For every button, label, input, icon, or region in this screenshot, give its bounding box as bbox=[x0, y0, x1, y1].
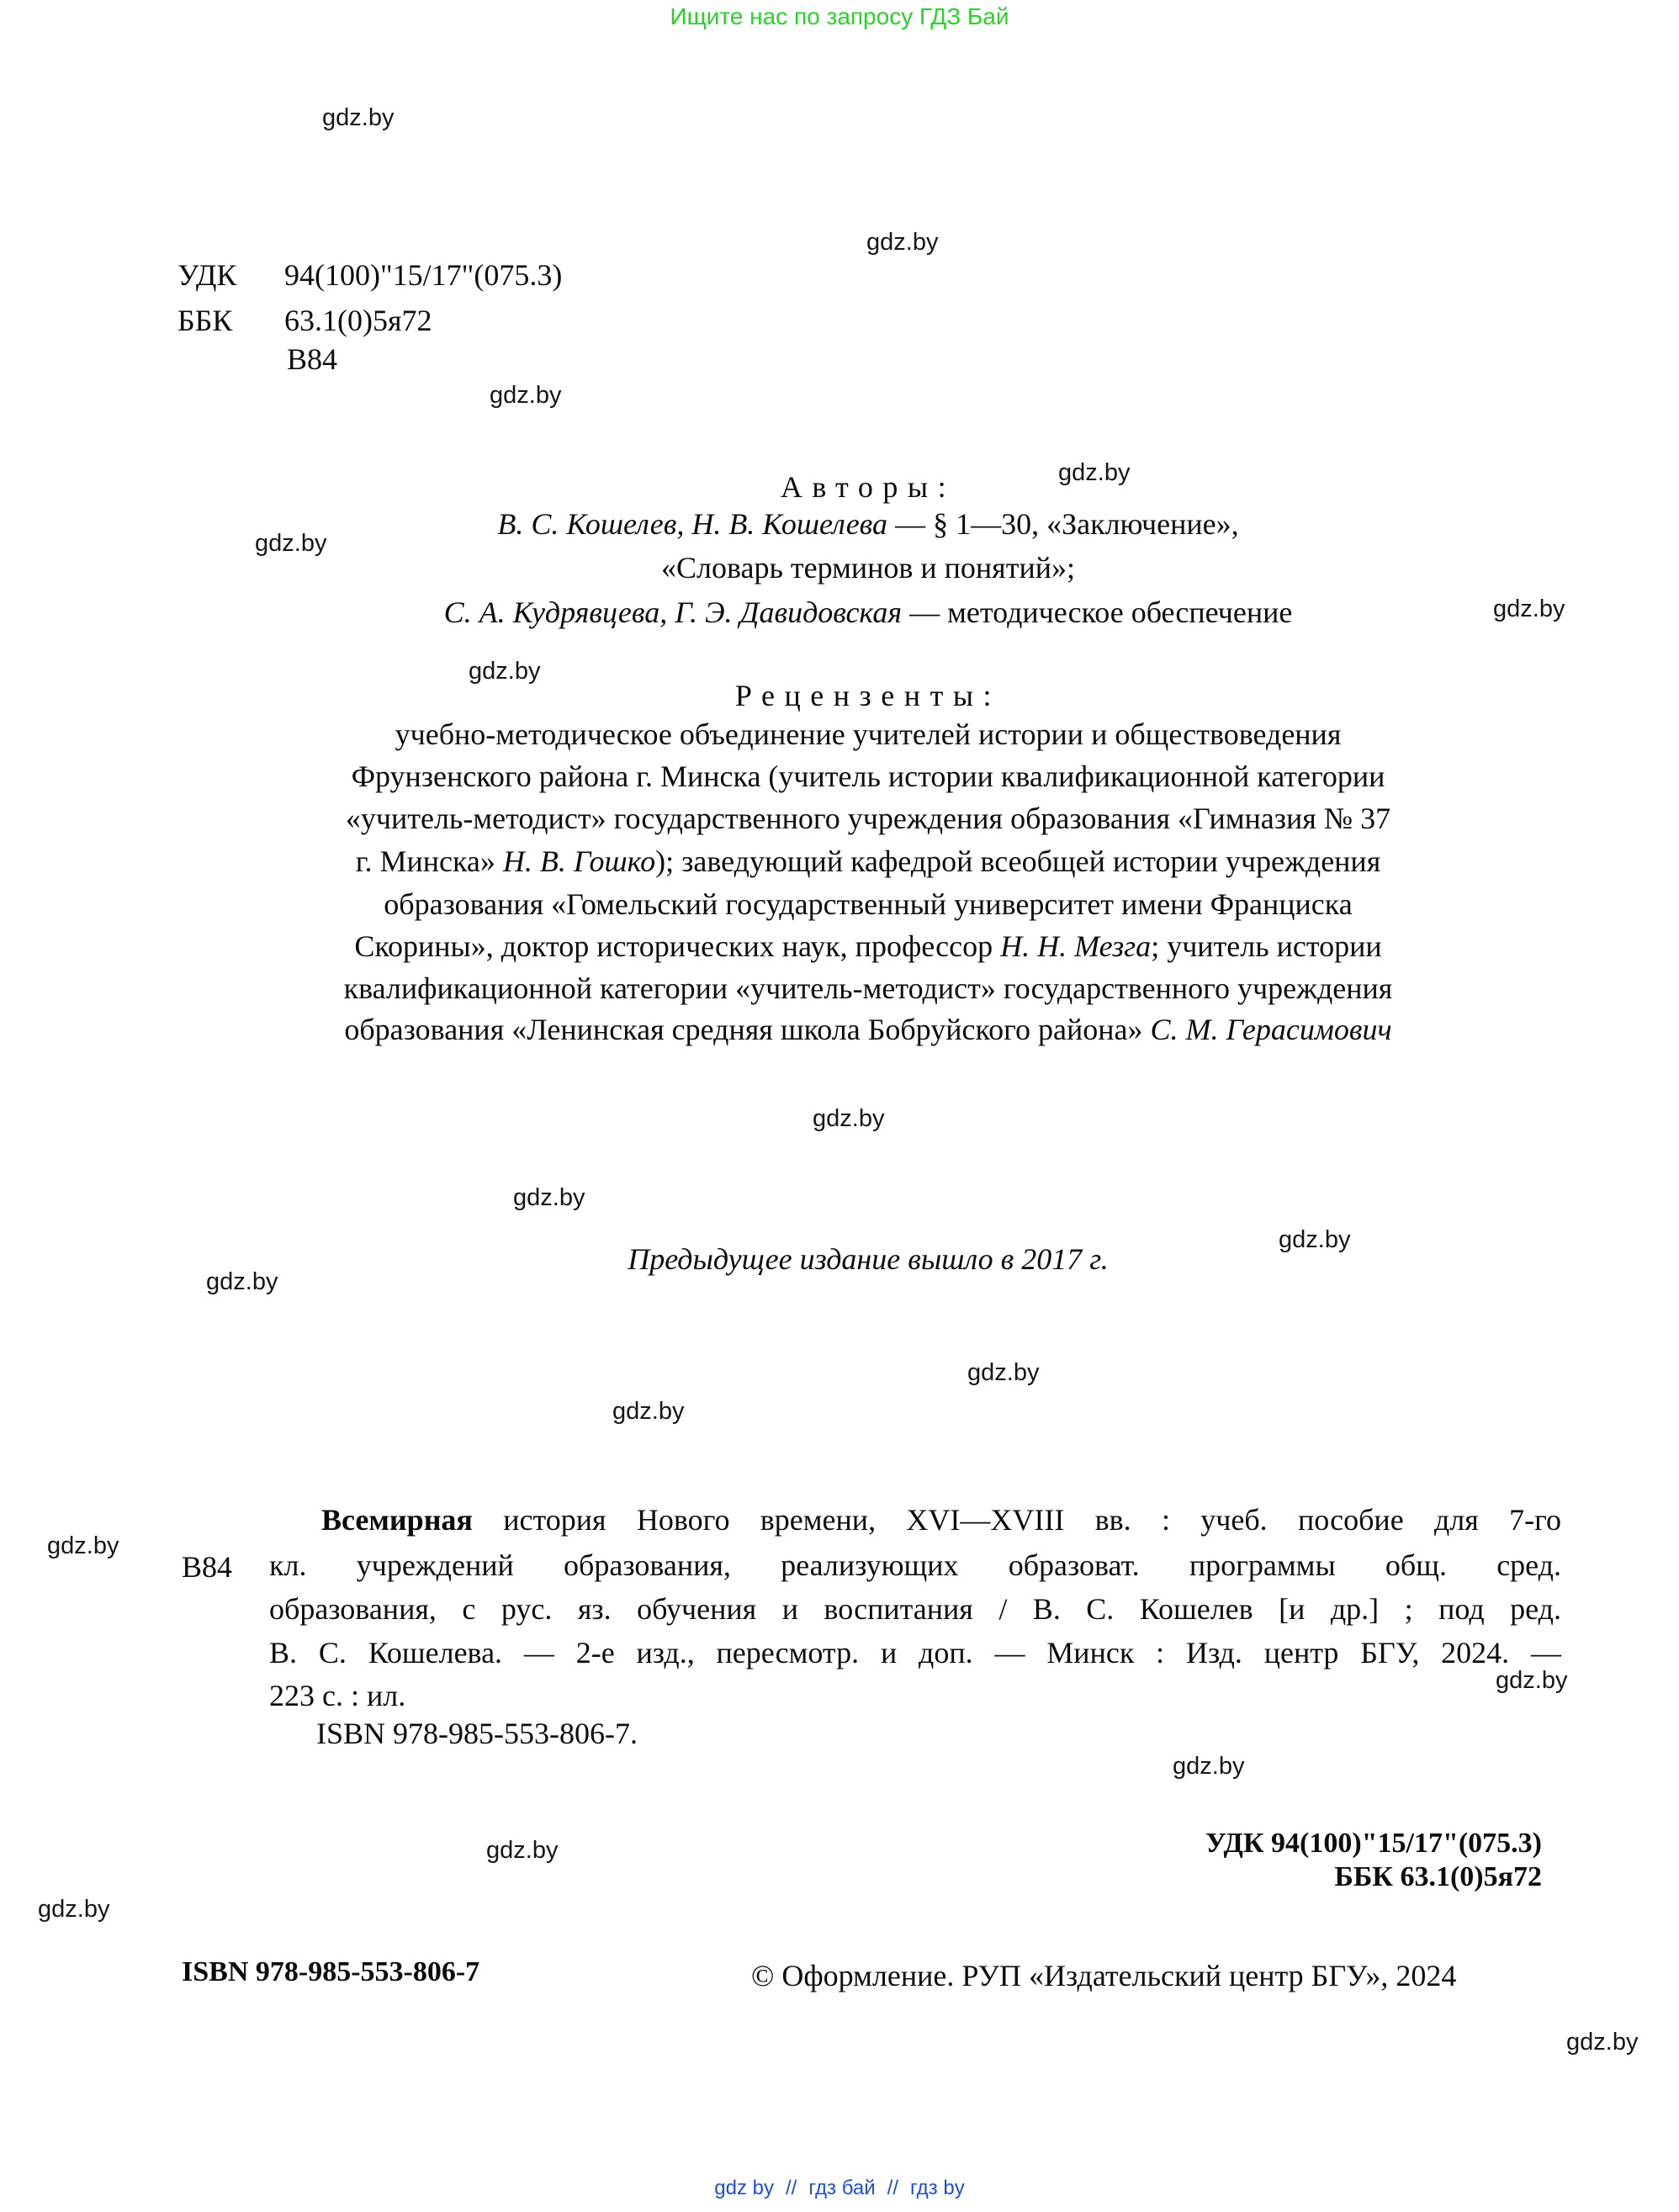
bbk-value: 63.1(0)5я72 bbox=[284, 304, 432, 337]
reviewers-line-pre: Скорины», доктор исторических наук, профессор bbox=[354, 929, 1001, 963]
reviewers-line bbox=[59, 1012, 1677, 1048]
bbk-bottom: ББК 63.1(0)5я72 bbox=[1334, 1861, 1542, 1892]
reviewer-name: Н. В. Гошко bbox=[502, 844, 656, 878]
reviewers-line bbox=[59, 844, 1677, 880]
biblio-line-rest: история Нового времени, XVI—XVIII вв. : учеб. пособие для 7-го bbox=[472, 1503, 1561, 1537]
gdz-watermark: gdz.by bbox=[469, 658, 541, 685]
reviewers-line-rest: ; учитель истории bbox=[1151, 929, 1382, 963]
reviewers-line-pre: г. Минска» bbox=[355, 844, 503, 878]
footer-link-gdz-by-2[interactable]: гдз by bbox=[910, 2177, 965, 2199]
classification-bottom bbox=[1205, 1827, 1542, 1894]
udk-row bbox=[177, 252, 562, 298]
book-code-biblio: В84 bbox=[182, 1550, 233, 1584]
gdz-watermark: gdz.by bbox=[322, 104, 395, 131]
book-code-top: В84 bbox=[287, 342, 338, 376]
reviewers-line-pre: образования «Ленинская средняя школа Бобруйского района» bbox=[344, 1013, 1151, 1046]
footer-link-gdz-bai[interactable]: гдз бай bbox=[808, 2177, 876, 2199]
bbk-row bbox=[177, 298, 562, 343]
gdz-watermark: gdz.by bbox=[47, 1532, 119, 1559]
authors-heading: Авторы: bbox=[780, 470, 956, 504]
footer-links bbox=[0, 2177, 1679, 2200]
reviewers-line: Фрунзенского района г. Минска (учитель истории квалификационной категории bbox=[351, 759, 1385, 793]
reviewer-name: С. М. Герасимович bbox=[1150, 1013, 1392, 1046]
udk-label: УДК bbox=[177, 258, 237, 292]
biblio-line: 223 с. : ил. bbox=[269, 1679, 406, 1712]
reviewers-heading: Рецензенты: bbox=[734, 679, 1002, 712]
link-separator: // bbox=[786, 2177, 797, 2199]
gdz-watermark: gdz.by bbox=[206, 1268, 278, 1295]
copyright-line: © Оформление. РУП «Издательский центр БГУ», 2024 bbox=[751, 1959, 1457, 1992]
gdz-watermark: gdz.by bbox=[1279, 1226, 1351, 1253]
gdz-watermark: gdz.by bbox=[1493, 595, 1565, 622]
author-names: В. С. Кошелев, Н. В. Кошелева bbox=[497, 507, 888, 541]
previous-edition-note: Предыдущее издание вышло в 2017 г. bbox=[628, 1242, 1109, 1276]
gdz-watermark: gdz.by bbox=[1566, 2029, 1639, 2056]
authors-line bbox=[59, 506, 1677, 542]
gdz-watermark: gdz.by bbox=[967, 1359, 1040, 1386]
gdz-watermark: gdz.by bbox=[813, 1105, 885, 1132]
biblio-isbn: ISBN 978-985-553-806-7. bbox=[316, 1717, 638, 1750]
gdz-watermark: gdz.by bbox=[486, 1837, 559, 1864]
link-separator: // bbox=[887, 2177, 898, 2199]
gdz-watermark: gdz.by bbox=[1173, 1753, 1245, 1780]
biblio-title-bold: Всемирная bbox=[321, 1503, 473, 1537]
gdz-watermark: gdz.by bbox=[1496, 1667, 1568, 1694]
gdz-watermark: gdz.by bbox=[1058, 459, 1131, 486]
reviewers-line: «учитель-методист» государственного учреждения образования «Гимназия № 37 bbox=[345, 802, 1391, 835]
promo-banner: Ищите нас по запросу ГДЗ Бай bbox=[670, 3, 1009, 29]
biblio-line: образования, с рус. яз. обучения и воспитания / В. С. Кошелев [и др.] ; под ред. bbox=[269, 1592, 1561, 1626]
authors-line: «Словарь терминов и понятий»; bbox=[661, 551, 1075, 585]
reviewer-name: Н. Н. Мезга bbox=[1000, 929, 1152, 963]
gdz-watermark: gdz.by bbox=[612, 1398, 685, 1425]
reviewers-line: учебно-методическое объединение учителей истории и обществоведения bbox=[395, 717, 1342, 751]
footer-isbn: ISBN 978-985-553-806-7 bbox=[182, 1956, 480, 1987]
gdz-watermark: gdz.by bbox=[38, 1896, 110, 1923]
reviewers-line bbox=[59, 929, 1677, 965]
udk-bottom: УДК 94(100)"15/17"(075.3) bbox=[1205, 1828, 1542, 1859]
reviewers-line: квалификационной категории «учитель-методист» государственного учреждения bbox=[343, 971, 1393, 1005]
authors-line-rest: — § 1—30, «Заключение», bbox=[887, 507, 1239, 541]
bbk-label: ББК bbox=[177, 304, 233, 337]
gdz-watermark: gdz.by bbox=[490, 382, 562, 409]
gdz-watermark: gdz.by bbox=[866, 229, 939, 256]
reviewers-line: образования «Гомельский государственный университет имени Франциска bbox=[384, 887, 1353, 921]
biblio-line: кл. учреждений образования, реализующих образоват. программы общ. сред. bbox=[269, 1548, 1561, 1582]
reviewers-line-rest: ); заведующий кафедрой всеобщей истории учреждения bbox=[655, 844, 1381, 878]
udk-value: 94(100)"15/17"(075.3) bbox=[284, 258, 563, 292]
author-names: С. А. Кудрявцева, Г. Э. Давидовская bbox=[443, 595, 903, 629]
authors-line bbox=[59, 595, 1677, 631]
footer-link-gdz-by[interactable]: gdz by bbox=[714, 2177, 774, 2199]
biblio-line bbox=[321, 1502, 1561, 1538]
biblio-line: В. С. Кошелева. — 2-е изд., пересмотр. и доп. — Минск : Изд. центр БГУ, 2024. — bbox=[269, 1636, 1561, 1670]
gdz-watermark: gdz.by bbox=[255, 530, 327, 557]
authors-line-rest: — методическое обеспечение bbox=[902, 595, 1293, 629]
classification-top bbox=[177, 252, 562, 343]
gdz-watermark: gdz.by bbox=[513, 1184, 585, 1211]
